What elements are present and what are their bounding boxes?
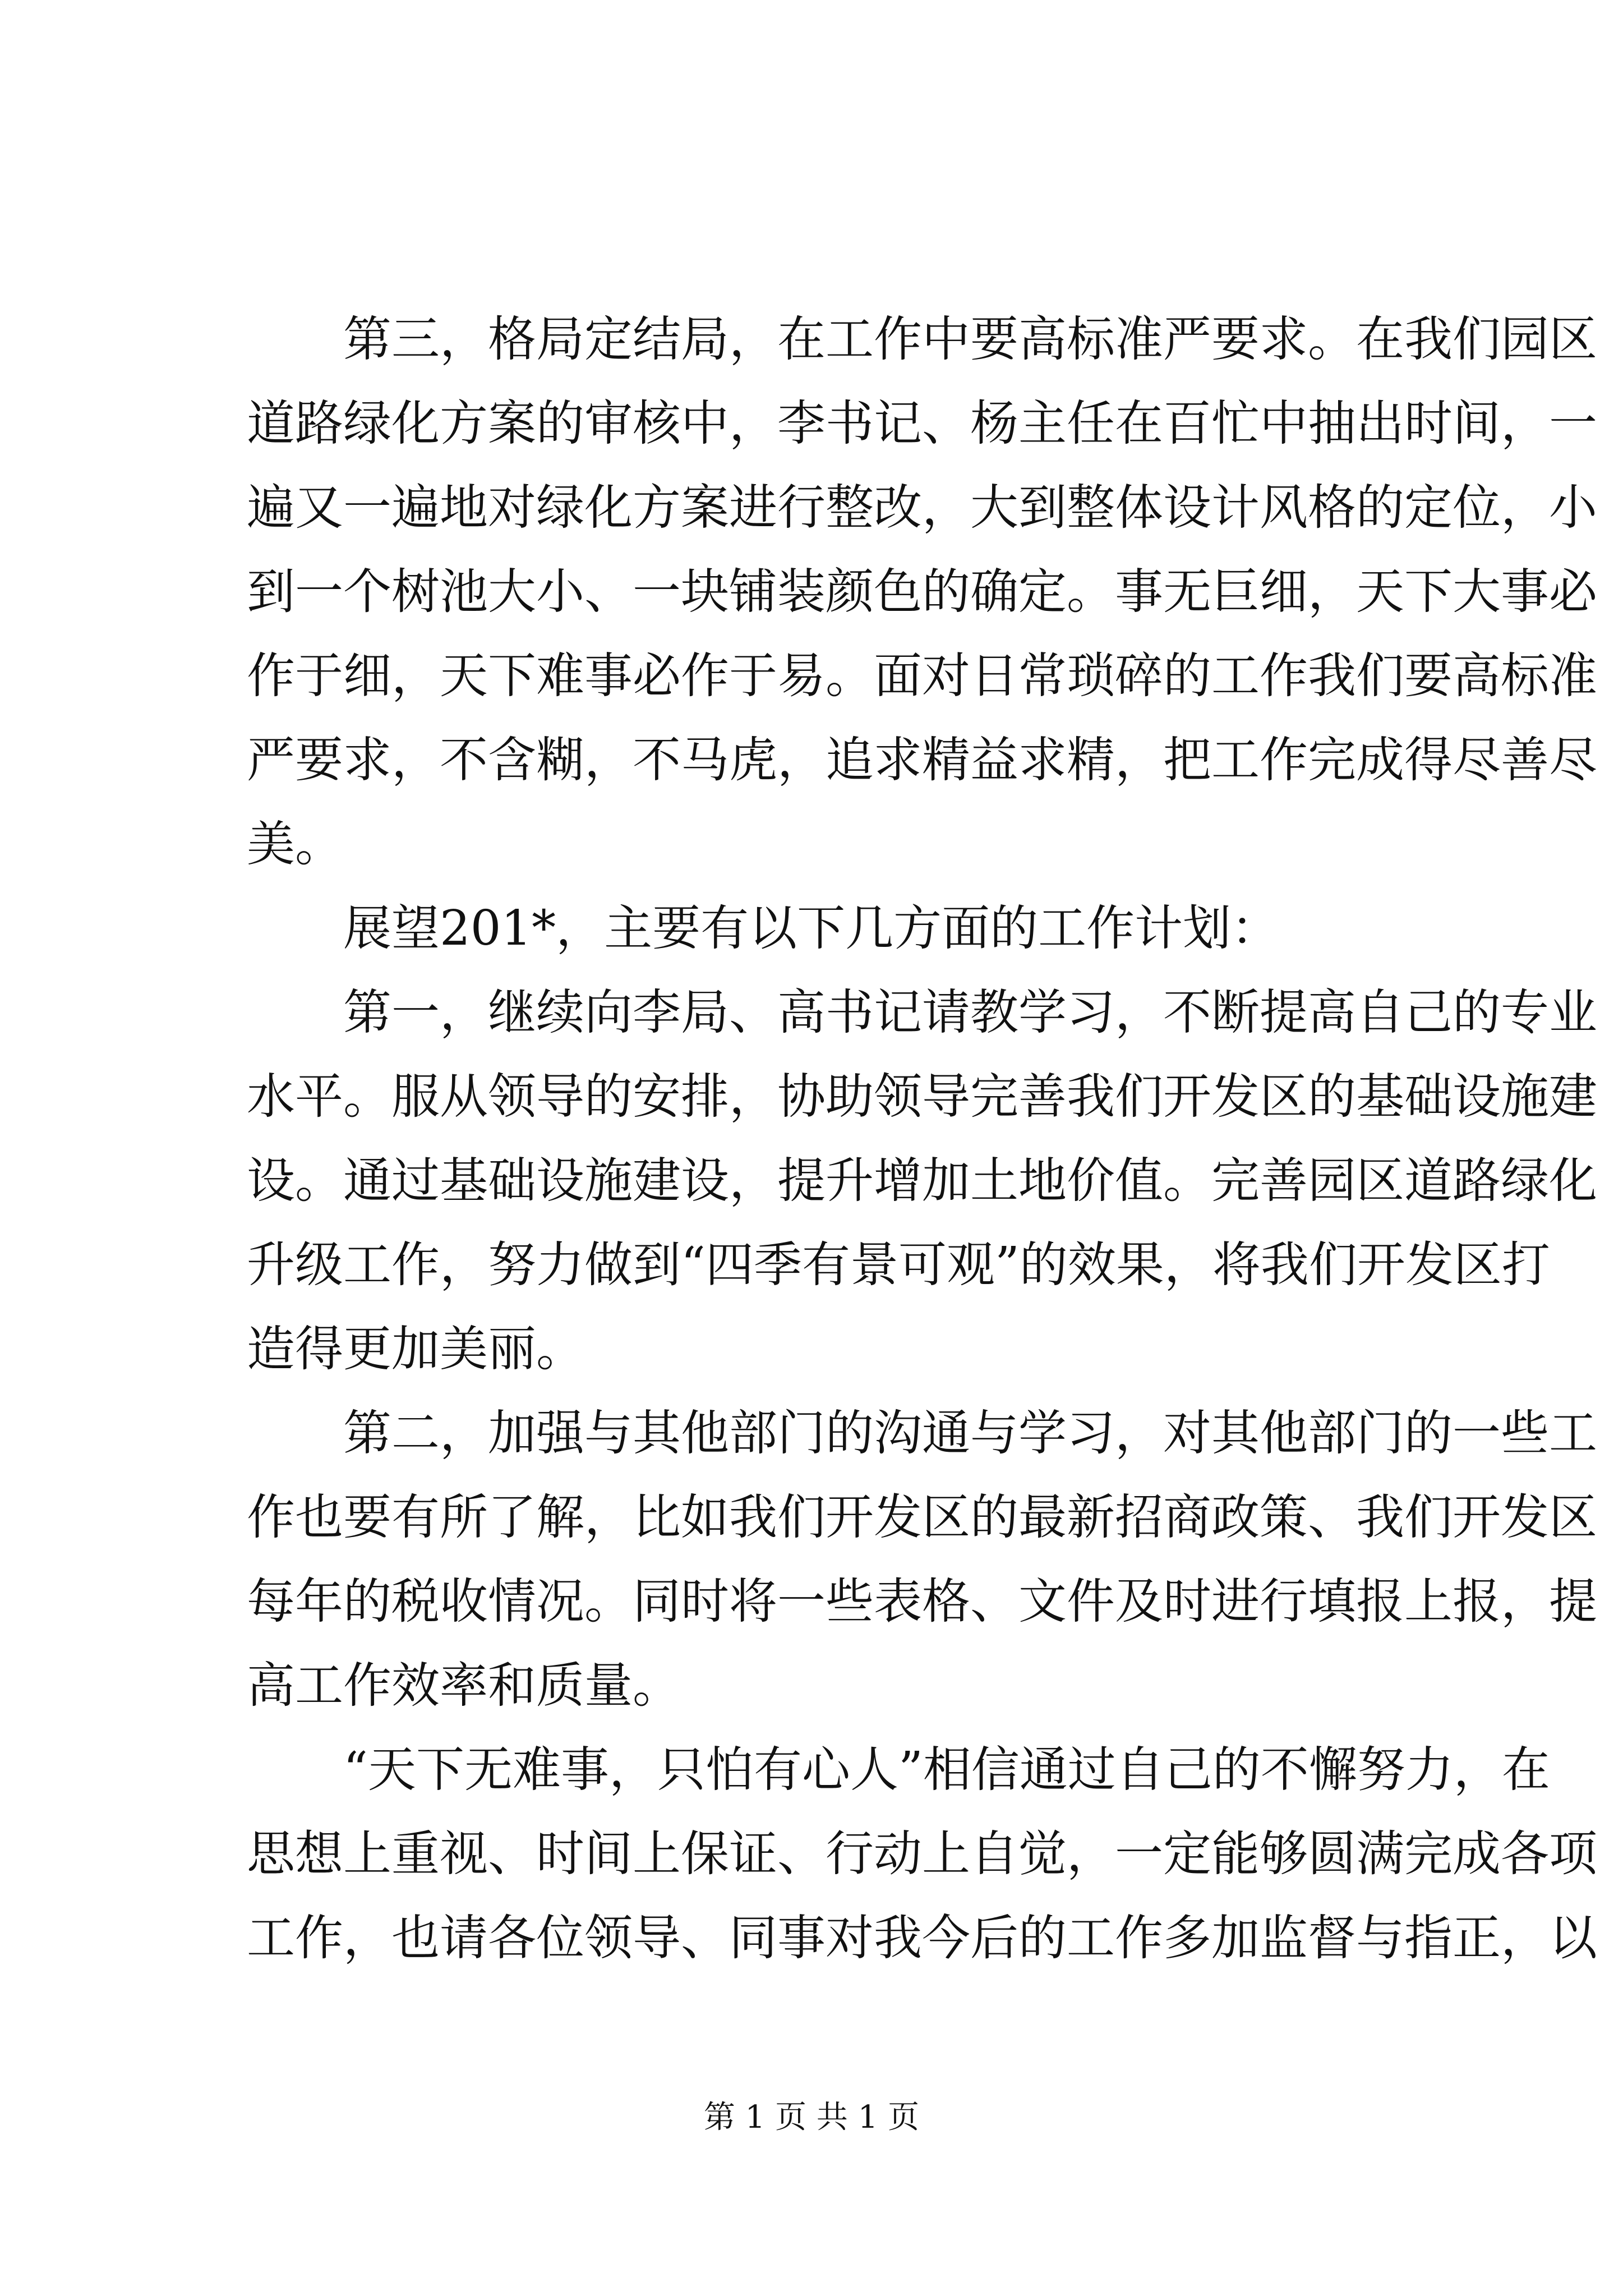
paragraph-line: 工作，也请各位领导、同事对我今后的工作多加监督与指正，以 bbox=[247, 1910, 1597, 1966]
paragraph-line: 第一，继续向李局、高书记请教学习，不断提高自己的专业 bbox=[343, 984, 1597, 1041]
page-footer: 第 1 页 共 1 页 bbox=[703, 2099, 920, 2136]
paragraph-line: 作也要有所了解，比如我们开发区的最新招商政策、我们开发区 bbox=[247, 1489, 1597, 1545]
paragraph-line: 设。通过基础设施建设，提升增加土地价值。完善园区道路绿化 bbox=[247, 1153, 1597, 1209]
paragraph-line: 第二，加强与其他部门的沟通与学习，对其他部门的一些工 bbox=[343, 1405, 1597, 1461]
paragraph-line: 每年的税收情况。同时将一些表格、文件及时进行填报上报，提 bbox=[247, 1573, 1597, 1630]
paragraph-line: 展望201*，主要有以下几方面的工作计划： bbox=[343, 900, 1280, 956]
paragraph-line: 升级工作，努力做到“四季有景可观”的效果，将我们开发区打 bbox=[247, 1237, 1550, 1293]
paragraph-line: 高工作效率和质量。 bbox=[247, 1658, 681, 1714]
paragraph-line: 作于细，天下难事必作于易。面对日常琐碎的工作我们要高标准 bbox=[247, 648, 1597, 704]
paragraph-line: 美。 bbox=[247, 816, 343, 872]
paragraph-line: “天下无难事，只怕有心人”相信通过自己的不懈努力，在 bbox=[343, 1742, 1550, 1798]
paragraph-line: 水平。服从领导的安排，协助领导完善我们开发区的基础设施建 bbox=[247, 1069, 1597, 1125]
paragraph-line: 严要求，不含糊，不马虎，追求精益求精，把工作完成得尽善尽 bbox=[247, 732, 1597, 788]
paragraph-line: 遍又一遍地对绿化方案进行整改，大到整体设计风格的定位，小 bbox=[247, 480, 1597, 536]
paragraph-line: 造得更加美丽。 bbox=[247, 1321, 584, 1377]
paragraph-line: 思想上重视、时间上保证、行动上自觉，一定能够圆满完成各项 bbox=[247, 1826, 1597, 1882]
paragraph-line: 到一个树池大小、一块铺装颜色的确定。事无巨细，天下大事必 bbox=[247, 564, 1597, 620]
paragraph-line: 道路绿化方案的审核中，李书记、杨主任在百忙中抽出时间，一 bbox=[247, 395, 1597, 452]
paragraph-line: 第三，格局定结局，在工作中要高标准严要求。在我们园区 bbox=[343, 311, 1597, 367]
